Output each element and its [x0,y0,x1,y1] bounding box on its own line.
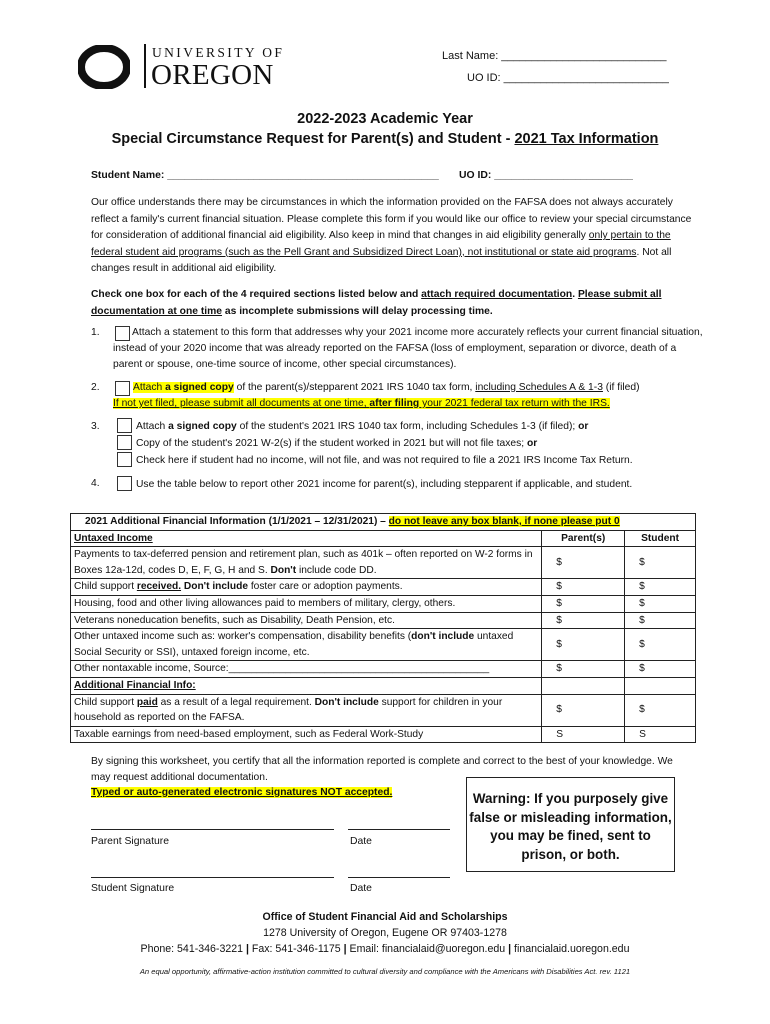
student-work-study-input[interactable]: S [625,726,696,743]
parent-veterans-input[interactable]: $ [542,612,625,629]
row-other-untaxed-label [71,629,542,661]
row-veterans-label: Veterans noneducation benefits, such as Disability, Death Pension, etc. [71,612,542,629]
instr-e: as incomplete submissions will delay processing time. [222,305,493,317]
form-title [0,131,770,147]
i2h: your 2021 federal tax return with the IRS. [419,398,610,409]
r5a: Other untaxed income such as: worker's compensation, disability benefits ( [74,631,412,643]
instr-a: Check one box for each of the 4 required sections listed below and [91,289,422,300]
office-address: 1278 University of Oregon, Eugene OR 97403-1278 [263,927,507,939]
empty-cell [542,677,625,694]
student-child-support-paid-input[interactable]: $ [625,694,696,726]
item-4-number: 4. [91,478,100,489]
row-work-study-label: Taxable earnings from need-based employment, such as Federal Work-Study [71,726,542,743]
i3b1: Copy of the student's 2021 W-2(s) if the student worked in 2021 but will not file taxes; [136,438,527,449]
parent-other-untaxed-input[interactable]: $ [542,629,625,661]
r1: Payments to tax-deferred pension and retirement plan, such as 401k – often reported on W-2 forms in Boxes 12a-12d, codes D, E, F, G, H and S. [74,549,533,576]
i3a2: a signed copy [168,421,237,432]
student-veterans-input[interactable]: $ [625,612,696,629]
item-2-checkbox[interactable] [115,381,130,396]
table-row [71,595,696,612]
item-3-number: 3. [91,421,100,432]
r1c: include code DD. [296,564,377,576]
certify-text: By signing this worksheet, you certify that all the information reported is complete and correct to the best of your knowledge. We may request additional documentation. [91,756,673,783]
row-pension-label [71,547,542,579]
parent-pension-input[interactable]: $ [542,547,625,579]
i2d: including Schedules A & 1-3 [475,382,603,393]
table-row [71,694,696,726]
item-4-text: Use the table below to report other 2021 income for parent(s), including stepparent if applicable, and student. [136,479,633,490]
uo-logo-mark-icon [78,45,130,89]
intro-text-2: . Not all changes result in additional aid eligibility. [91,246,672,275]
i2e: (if filed) [602,382,640,393]
r2c: Don't include [181,581,248,593]
r2a: Child support [74,581,137,593]
table-title [71,514,696,531]
item-4-checkbox[interactable] [117,476,132,491]
uo-id-field-header[interactable]: UO ID: ___________________________ [467,72,669,84]
student-uo-id-field[interactable]: UO ID: ________________________ [459,170,633,181]
last-name-field[interactable]: Last Name: ___________________________ [442,50,667,62]
contact-line [0,943,770,955]
office-name: Office of Student Financial Aid and Scholarships [262,911,508,923]
website-link[interactable]: financialaid.uoregon.edu [514,943,630,955]
r7d: Don't include [314,696,379,708]
i3b2: or [526,438,538,449]
empty-cell [625,677,696,694]
student-child-support-input[interactable]: $ [625,579,696,596]
form-title-underlined: 2021 Tax Information [514,131,659,147]
table-row [71,629,696,661]
logo-oregon: OREGON [151,59,274,91]
table-row [71,661,696,678]
r2b: received. [136,581,182,593]
parent-child-support-paid-input[interactable]: $ [542,694,625,726]
r7c: as a result of a legal requirement. [157,696,315,708]
instr-d: Please submit all documentation at one time [91,289,662,317]
i3a3: of the student's 2021 IRS 1040 tax form, including Schedules 1-3 (if filed); [236,421,579,432]
item-3b-checkbox[interactable] [117,435,132,450]
student-column-header: Student [625,530,696,547]
item-2-line2 [113,396,703,412]
r7a: Child support [74,696,137,708]
r7b: paid [136,696,158,708]
i2c: of the parent(s)/stepparent 2021 IRS 1040 tax form, [233,382,476,393]
no-electronic-signatures: Typed or auto-generated electronic signatures NOT accepted. [91,787,393,798]
row-child-support-received-label [71,579,542,596]
parent-date-line[interactable] [348,829,450,830]
i2b: a signed copy [165,382,234,393]
item-3c-checkbox[interactable] [117,452,132,467]
item-3c-text: Check here if student had no income, will not file, and was not required to file a 2021 IRS Income Tax Return. [136,455,633,466]
item-3a-checkbox[interactable] [117,418,132,433]
item-2-number: 2. [91,382,100,393]
logo-university-of: UNIVERSITY OF [152,45,285,60]
r5c: untaxed Social Security or SSI), untaxed foreign income, etc. [74,631,514,658]
r1b: Don't [270,564,297,576]
additional-info-header: Additional Financial Info: [71,677,542,694]
row-child-support-paid-label [71,694,542,726]
student-housing-input[interactable]: $ [625,595,696,612]
parent-date-label: Date [350,836,372,847]
table-row [71,547,696,579]
student-signature-label: Student Signature [91,883,175,894]
academic-year-title: 2022-2023 Academic Year [297,111,473,127]
separator: | [245,943,249,955]
instr-c: . [572,289,578,300]
r7e: support for children in your household as reported on the FAFSA. [74,696,503,724]
instructions [91,287,701,320]
item-3a-text [136,419,706,435]
table-row [71,726,696,743]
parent-housing-input[interactable]: $ [542,595,625,612]
table-row [71,612,696,629]
separator: | [343,943,347,955]
r2d: foster care or adoption payments. [248,581,403,593]
financial-info-table [70,513,696,743]
form-title-prefix: Special Circumstance Request for Parent(s) and Student - [111,131,515,147]
intro-paragraph [91,195,701,278]
instr-b: attach required documentation [421,289,573,300]
i2a: Attach [133,382,166,393]
parent-nontaxable-input[interactable]: $ [542,661,625,678]
item-3b-text [136,436,706,452]
fax: Fax: 541-346-1175 [251,943,341,955]
student-signature-line[interactable] [91,877,334,878]
i3a1: Attach [136,421,169,432]
item-1-number: 1. [91,327,100,338]
parent-child-support-input[interactable]: $ [542,579,625,596]
student-nontaxable-input[interactable]: $ [625,661,696,678]
i2g: after filing [369,398,420,409]
intro-text-1: Our office understands there may be circumstances in which the information provided on the FAFSA does not always accurately reflect a family's current financial situation. Please complete this form if you would like our office to review your special circumstance for consideration of additional financial aid eligibility. Also keep in mind that changes in aid eligibility generally [91,197,692,242]
student-date-label: Date [350,883,372,894]
separator: | [508,943,512,955]
student-date-line[interactable] [348,877,450,878]
item-1-text: Attach a statement to this form that addresses why your 2021 income more accurately reflects your current financial situation, instead of your 2020 income that was already reported on the FAFSA (loss of employment, separation or divorce, death of a parent or spouse, one-time source of income, other special circumstances). [113,327,703,370]
parents-column-header: Parent(s) [542,530,625,547]
eeo-statement: An equal opportunity, affirmative-action institution committed to cultural diversity and compliance with the Americans with Disabilities Act. rev. 1121 [139,967,631,976]
email[interactable]: Email: financialaid@uoregon.edu [349,943,506,955]
table-title-b: do not leave any box blank, if none please put 0 [388,516,620,527]
item-2-line1 [133,380,703,396]
row-other-nontaxable-label: Other nontaxable income, Source:______________________________________________ [71,661,542,678]
intro-underlined: only pertain to the federal student aid programs (such as the Pell Grant and Subsidized Direct Loan), not institutional or state aid programs [91,230,671,258]
i2f: If not yet filed, please submit all documents at one time, [113,398,370,409]
row-housing-label: Housing, food and other living allowances paid to members of military, clergy, others. [71,595,542,612]
parent-work-study-input[interactable]: S [542,726,625,743]
table-row [71,677,696,694]
parent-signature-label: Parent Signature [91,836,169,847]
i3a4: or [578,421,589,432]
table-title-a: 2021 Additional Financial Information (1/1/2021 – 12/31/2021) – [85,516,389,527]
student-pension-input[interactable]: $ [625,547,696,579]
r5b: don't include [411,631,475,643]
student-name-field[interactable]: Student Name: _______________________________________________ [91,170,439,181]
logo-divider [144,44,146,88]
parent-signature-line[interactable] [91,829,334,830]
student-other-untaxed-input[interactable]: $ [625,629,696,661]
untaxed-income-header: Untaxed Income [71,530,542,547]
table-title-row [71,514,696,531]
table-row [71,579,696,596]
table-header-row [71,530,696,547]
phone: Phone: 541-346-3221 [140,943,244,955]
warning-box: Warning: If you purposely give false or misleading information, you may be fined, sent to prison, or both. [466,777,675,872]
